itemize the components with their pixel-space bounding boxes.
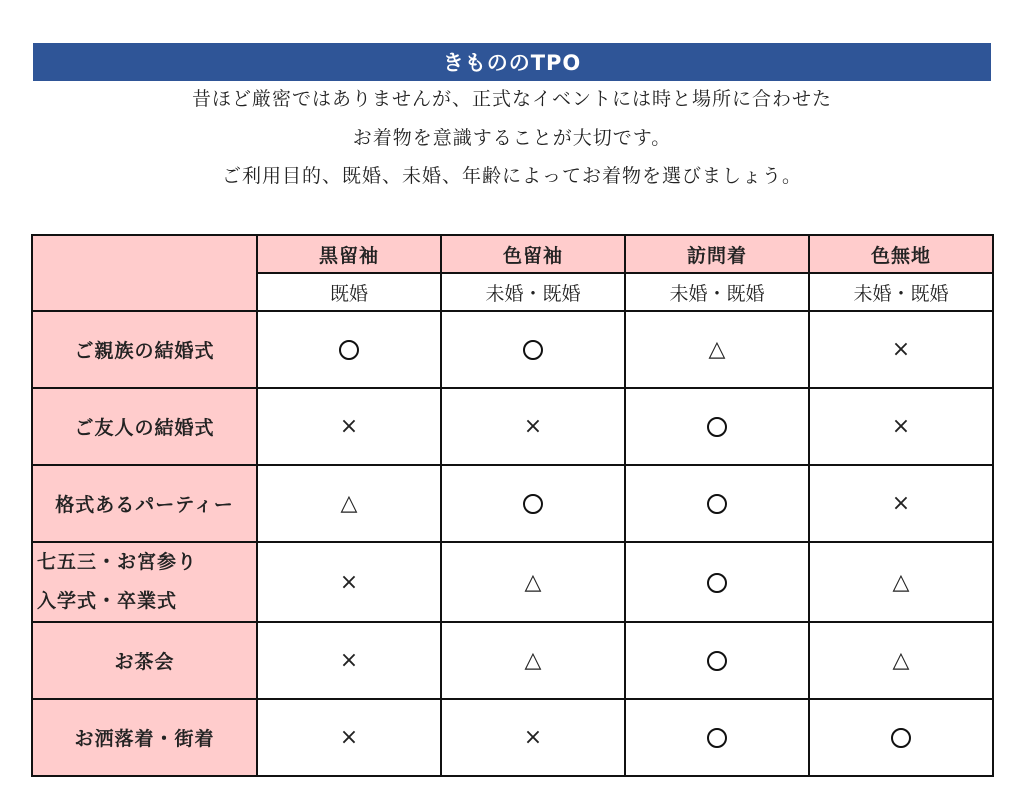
row-label: ご友人の結婚式 [32,388,257,465]
suitability-mark: △ [892,569,910,595]
suitability-cell [441,465,625,542]
marital-status-cell: 既婚 [257,273,441,311]
suitability-cell [625,311,809,388]
table-row [32,388,993,465]
intro-text [33,80,991,196]
suitability-cell [809,622,993,699]
suitability-cell [625,622,809,699]
table-row [32,465,993,542]
intro-line: ご利用目的、既婚、未婚、年齢によってお着物を選びましょう。 [221,165,802,187]
tpo-table [31,234,994,777]
suitability-cell [809,542,993,622]
suitability-cell [809,699,993,776]
suitability-cell [625,542,809,622]
suitability-mark: × [891,414,911,439]
suitability-mark [707,573,727,593]
suitability-cell [257,699,441,776]
row-label-line: 七五三・お宮参り [37,551,198,573]
suitability-cell [441,388,625,465]
suitability-cell [257,622,441,699]
row-label: ご親族の結婚式 [32,311,257,388]
column-header-houmongi: 訪問着 [625,235,809,273]
suitability-mark [707,728,727,748]
intro-line: 昔ほど厳密ではありませんが、正式なイベントには時と場所に合わせた [191,88,832,110]
suitability-mark [891,728,911,748]
suitability-mark: △ [524,569,542,595]
table-row [32,311,993,388]
marital-status-cell: 未婚・既婚 [809,273,993,311]
suitability-mark: × [339,725,359,750]
suitability-cell [257,465,441,542]
marital-status-cell: 未婚・既婚 [441,273,625,311]
table-header-row [32,235,993,273]
corner-cell [32,235,257,311]
suitability-cell [441,542,625,622]
suitability-mark: × [339,414,359,439]
suitability-cell [625,465,809,542]
page-title: きもののTPO [33,43,991,81]
suitability-mark: △ [340,491,358,516]
column-header-iromuji: 色無地 [809,235,993,273]
row-label: 格式あるパーティー [32,465,257,542]
marital-status-cell: 未婚・既婚 [625,273,809,311]
suitability-cell [441,622,625,699]
suitability-cell [257,542,441,622]
suitability-mark: × [523,414,543,439]
suitability-mark: △ [524,648,542,673]
suitability-mark [707,651,727,671]
suitability-cell [441,311,625,388]
row-label: お茶会 [32,622,257,699]
row-label-line: 入学式・卒業式 [37,590,178,612]
column-header-irotomesode: 色留袖 [441,235,625,273]
suitability-mark: × [891,491,911,516]
suitability-mark: × [339,569,359,595]
suitability-mark: △ [708,337,726,362]
suitability-mark: × [523,725,543,750]
suitability-mark: × [339,648,359,673]
suitability-mark: △ [892,648,910,673]
suitability-mark [523,340,543,360]
suitability-mark: × [891,337,911,362]
suitability-cell [257,388,441,465]
suitability-mark [339,340,359,360]
suitability-cell [625,699,809,776]
suitability-cell [809,388,993,465]
suitability-cell [441,699,625,776]
row-label: お洒落着・街着 [32,699,257,776]
suitability-mark [707,417,727,437]
suitability-mark [707,494,727,514]
table-row [32,699,993,776]
column-header-kurotomesode: 黒留袖 [257,235,441,273]
row-label [32,542,257,622]
table-row [32,622,993,699]
table-row [32,542,993,622]
suitability-cell [809,311,993,388]
suitability-cell [809,465,993,542]
suitability-mark [523,494,543,514]
suitability-cell [257,311,441,388]
suitability-cell [625,388,809,465]
intro-line: お着物を意識することが大切です。 [352,126,672,149]
